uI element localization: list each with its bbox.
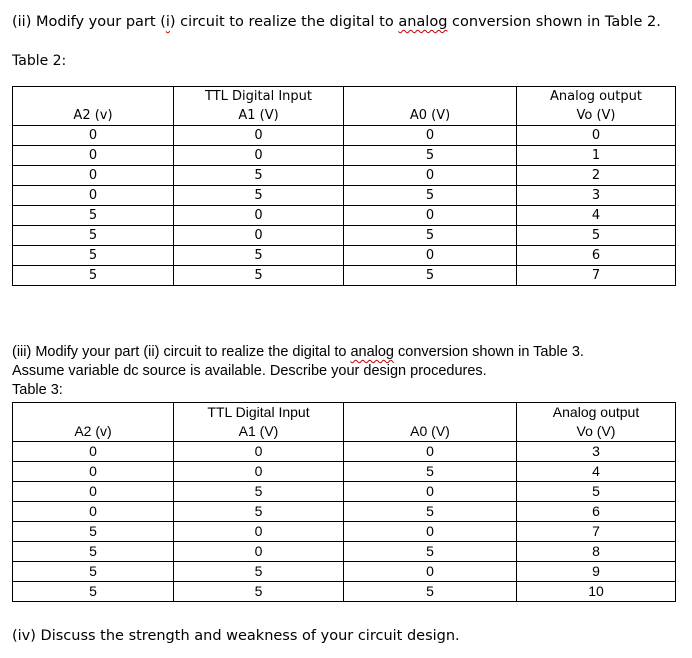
table-cell: 8 (517, 542, 676, 562)
table-cell: 5 (174, 246, 344, 266)
table-2-column-header-row (13, 106, 676, 126)
table-cell: 0 (174, 226, 344, 246)
table-cell: 9 (517, 562, 676, 582)
table-cell: 0 (13, 186, 174, 206)
table-3-col-a2: A2 (v) (13, 422, 174, 442)
table-cell: 10 (517, 582, 676, 602)
table-2-col-vo: Vo (V) (517, 106, 676, 126)
table-cell: 0 (174, 206, 344, 226)
table-cell: 5 (174, 582, 344, 602)
table-cell: 0 (344, 482, 517, 502)
table-cell: 5 (344, 502, 517, 522)
table-cell: 5 (174, 186, 344, 206)
table-cell: 5 (13, 246, 174, 266)
table-3-label: Table 3: (12, 382, 63, 398)
table-3-column-header-row (13, 422, 676, 442)
table-2-col-a2: A2 (v) (13, 106, 174, 126)
table-row (13, 502, 676, 522)
spellcheck-word-analog-2: analog (350, 344, 394, 360)
part-iv-question: (iv) Discuss the strength and weakness of your circuit design. (12, 628, 460, 644)
table-row (13, 482, 676, 502)
table-row (13, 522, 676, 542)
table-row (13, 146, 676, 166)
table-cell: 5 (344, 542, 517, 562)
table-cell: 0 (174, 442, 344, 462)
table-2-label: Table 2: (12, 53, 67, 69)
table-cell: 5 (174, 166, 344, 186)
table-cell: 5 (13, 542, 174, 562)
table-2-group-header-row (13, 87, 676, 107)
table-2-group-digital: TTL Digital Input (174, 87, 344, 107)
table-3-group-header-row (13, 403, 676, 423)
table-2-col-a1: A1 (V) (174, 106, 344, 126)
table-cell: 4 (517, 206, 676, 226)
table-cell: 3 (517, 186, 676, 206)
table-cell: 0 (13, 442, 174, 462)
table-3 (12, 402, 676, 602)
table-cell: 5 (174, 562, 344, 582)
part-iii-question-line2: Assume variable dc source is available. Describe your design procedures. (12, 363, 487, 379)
table-cell: 5 (13, 206, 174, 226)
spellcheck-word-i: i (165, 14, 170, 30)
table-cell: 6 (517, 502, 676, 522)
table-row (13, 166, 676, 186)
table-2 (12, 86, 676, 286)
table-cell: 5 (517, 226, 676, 246)
table-cell: 0 (13, 482, 174, 502)
table-row (13, 226, 676, 246)
table-3-group-analog: Analog output (517, 403, 676, 423)
table-row (13, 542, 676, 562)
table-cell: 5 (13, 226, 174, 246)
table-2-col-a0: A0 (V) (344, 106, 517, 126)
table-cell: 5 (344, 186, 517, 206)
table-cell: 6 (517, 246, 676, 266)
table-cell: 5 (174, 266, 344, 286)
table-cell: 0 (517, 126, 676, 146)
table-cell: 0 (344, 246, 517, 266)
table-row (13, 582, 676, 602)
table-cell: 0 (344, 126, 517, 146)
table-cell: 0 (344, 562, 517, 582)
table-row (13, 246, 676, 266)
table-3-col-a1: A1 (V) (174, 422, 344, 442)
table-cell: 0 (174, 126, 344, 146)
table-cell: 5 (344, 226, 517, 246)
table-cell: 1 (517, 146, 676, 166)
table-cell: 0 (13, 126, 174, 146)
table-cell: 0 (174, 542, 344, 562)
table-cell: 0 (174, 146, 344, 166)
part-ii-question: (ii) Modify your part (i) circuit to realize the digital to analog conversion shown in Table 2. (12, 14, 661, 30)
table-3-col-vo: Vo (V) (517, 422, 676, 442)
table-row (13, 462, 676, 482)
table-cell: 5 (174, 482, 344, 502)
table-cell: 0 (174, 462, 344, 482)
table-cell: 5 (13, 522, 174, 542)
table-cell: 0 (13, 502, 174, 522)
table-cell: 7 (517, 522, 676, 542)
table-cell: 5 (344, 146, 517, 166)
table-cell: 5 (174, 502, 344, 522)
table-cell: 0 (174, 522, 344, 542)
table-cell: 2 (517, 166, 676, 186)
table-cell: 5 (13, 582, 174, 602)
table-cell: 7 (517, 266, 676, 286)
table-2-group-analog: Analog output (517, 87, 676, 107)
table-cell: 0 (13, 146, 174, 166)
table-row (13, 126, 676, 146)
table-cell: 0 (13, 166, 174, 186)
table-cell: 0 (344, 166, 517, 186)
table-row (13, 442, 676, 462)
table-row (13, 266, 676, 286)
table-row (13, 186, 676, 206)
spellcheck-word-analog: analog (398, 14, 448, 30)
table-cell: 0 (344, 442, 517, 462)
table-cell: 5 (344, 266, 517, 286)
table-3-group-digital: TTL Digital Input (174, 403, 344, 423)
table-cell: 5 (13, 562, 174, 582)
table-row (13, 562, 676, 582)
table-cell: 0 (13, 462, 174, 482)
table-cell: 0 (344, 206, 517, 226)
table-cell: 5 (13, 266, 174, 286)
table-row (13, 206, 676, 226)
table-cell: 5 (517, 482, 676, 502)
table-cell: 3 (517, 442, 676, 462)
table-cell: 0 (344, 522, 517, 542)
table-cell: 4 (517, 462, 676, 482)
table-3-col-a0: A0 (V) (344, 422, 517, 442)
table-cell: 5 (344, 462, 517, 482)
table-cell: 5 (344, 582, 517, 602)
part-iii-question-line1: (iii) Modify your part (ii) circuit to realize the digital to analog conversion shown in Table 3. (12, 344, 584, 360)
